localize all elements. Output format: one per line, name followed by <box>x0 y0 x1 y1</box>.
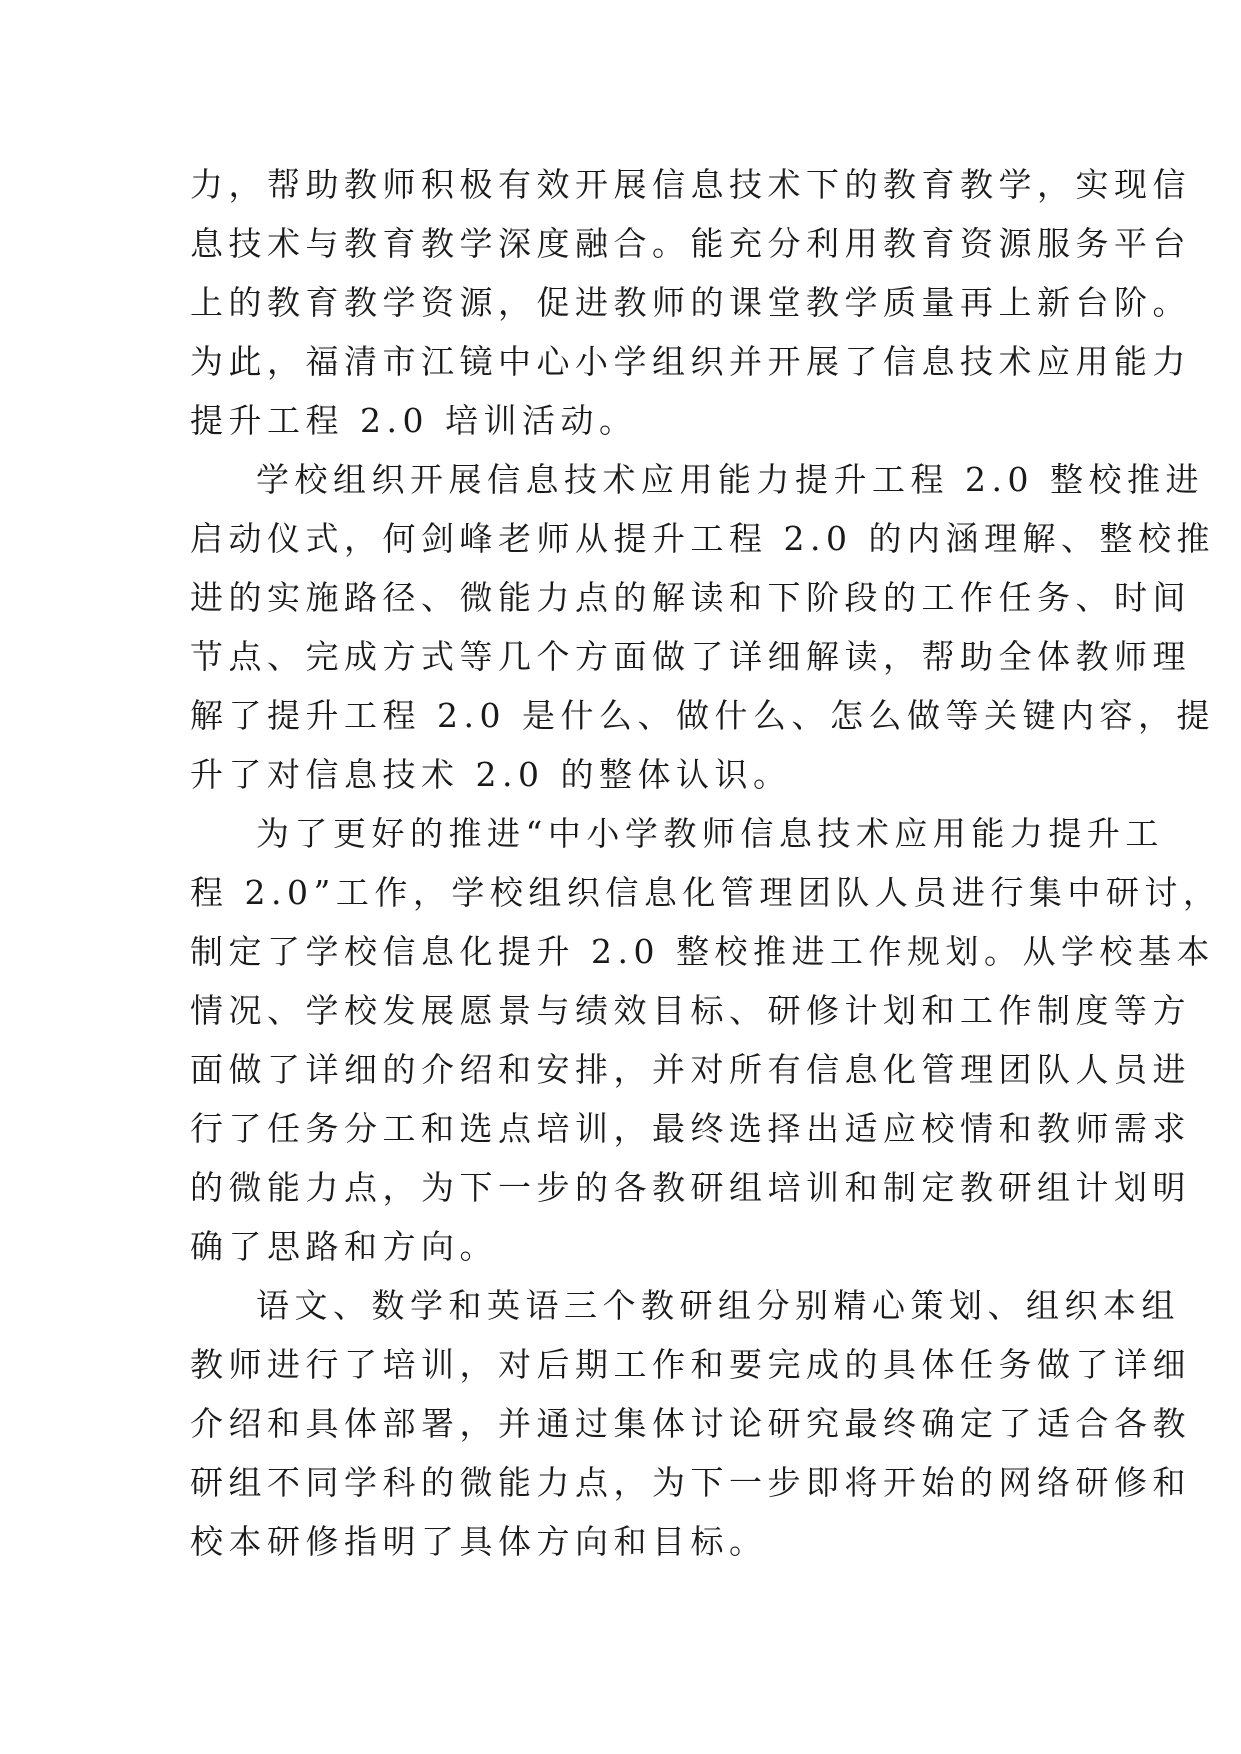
text-line: 升了对信息技术 2.0 的整体认识。 <box>190 755 792 794</box>
paragraph-first-line: 语文、数学和英语三个教研组分别精心策划、组织本组 <box>256 1286 1180 1325</box>
text-line: 确了思路和方向。 <box>190 1227 498 1266</box>
text-line: 上的教育教学资源，促进教师的课堂教学质量再上新台阶。 <box>190 283 1191 322</box>
text-line: 的微能力点，为下一步的各教研组培训和制定教研组计划明 <box>190 1168 1191 1207</box>
text-line: 为此，福清市江镜中心小学组织并开展了信息技术应用能力 <box>190 342 1191 381</box>
text-line: 程 2.0”工作，学校组织信息化管理团队人员进行集中研讨， <box>190 873 1222 912</box>
text-line: 启动仪式，何剑峰老师从提升工程 2.0 的内涵理解、整校推 <box>190 519 1215 558</box>
text-line: 提升工程 2.0 培训活动。 <box>190 401 638 440</box>
text-line: 教师进行了培训，对后期工作和要完成的具体任务做了详细 <box>190 1345 1191 1384</box>
text-line: 介绍和具体部署，并通过集体讨论研究最终确定了适合各教 <box>190 1404 1191 1443</box>
text-line: 解了提升工程 2.0 是什么、做什么、怎么做等关键内容，提 <box>190 696 1215 735</box>
paragraph-first-line: 学校组织开展信息技术应用能力提升工程 2.0 整校推进 <box>256 460 1204 499</box>
paragraph-first-line: 为了更好的推进“中小学教师信息技术应用能力提升工 <box>256 814 1164 853</box>
text-line: 面做了详细的介绍和安排，并对所有信息化管理团队人员进 <box>190 1050 1191 1089</box>
text-line: 进的实施路径、微能力点的解读和下阶段的工作任务、时间 <box>190 578 1191 617</box>
text-line: 行了任务分工和选点培训，最终选择出适应校情和教师需求 <box>190 1109 1191 1148</box>
text-line: 节点、完成方式等几个方面做了详细解读，帮助全体教师理 <box>190 637 1191 676</box>
text-line: 息技术与教育教学深度融合。能充分利用教育资源服务平台 <box>190 224 1191 263</box>
text-line: 情况、学校发展愿景与绩效目标、研修计划和工作制度等方 <box>190 991 1191 1030</box>
text-line: 力，帮助教师积极有效开展信息技术下的教育教学，实现信 <box>190 165 1191 204</box>
text-line: 研组不同学科的微能力点，为下一步即将开始的网络研修和 <box>190 1463 1191 1502</box>
text-line: 校本研修指明了具体方向和目标。 <box>190 1522 768 1561</box>
text-line: 制定了学校信息化提升 2.0 整校推进工作规划。从学校基本 <box>190 932 1215 971</box>
